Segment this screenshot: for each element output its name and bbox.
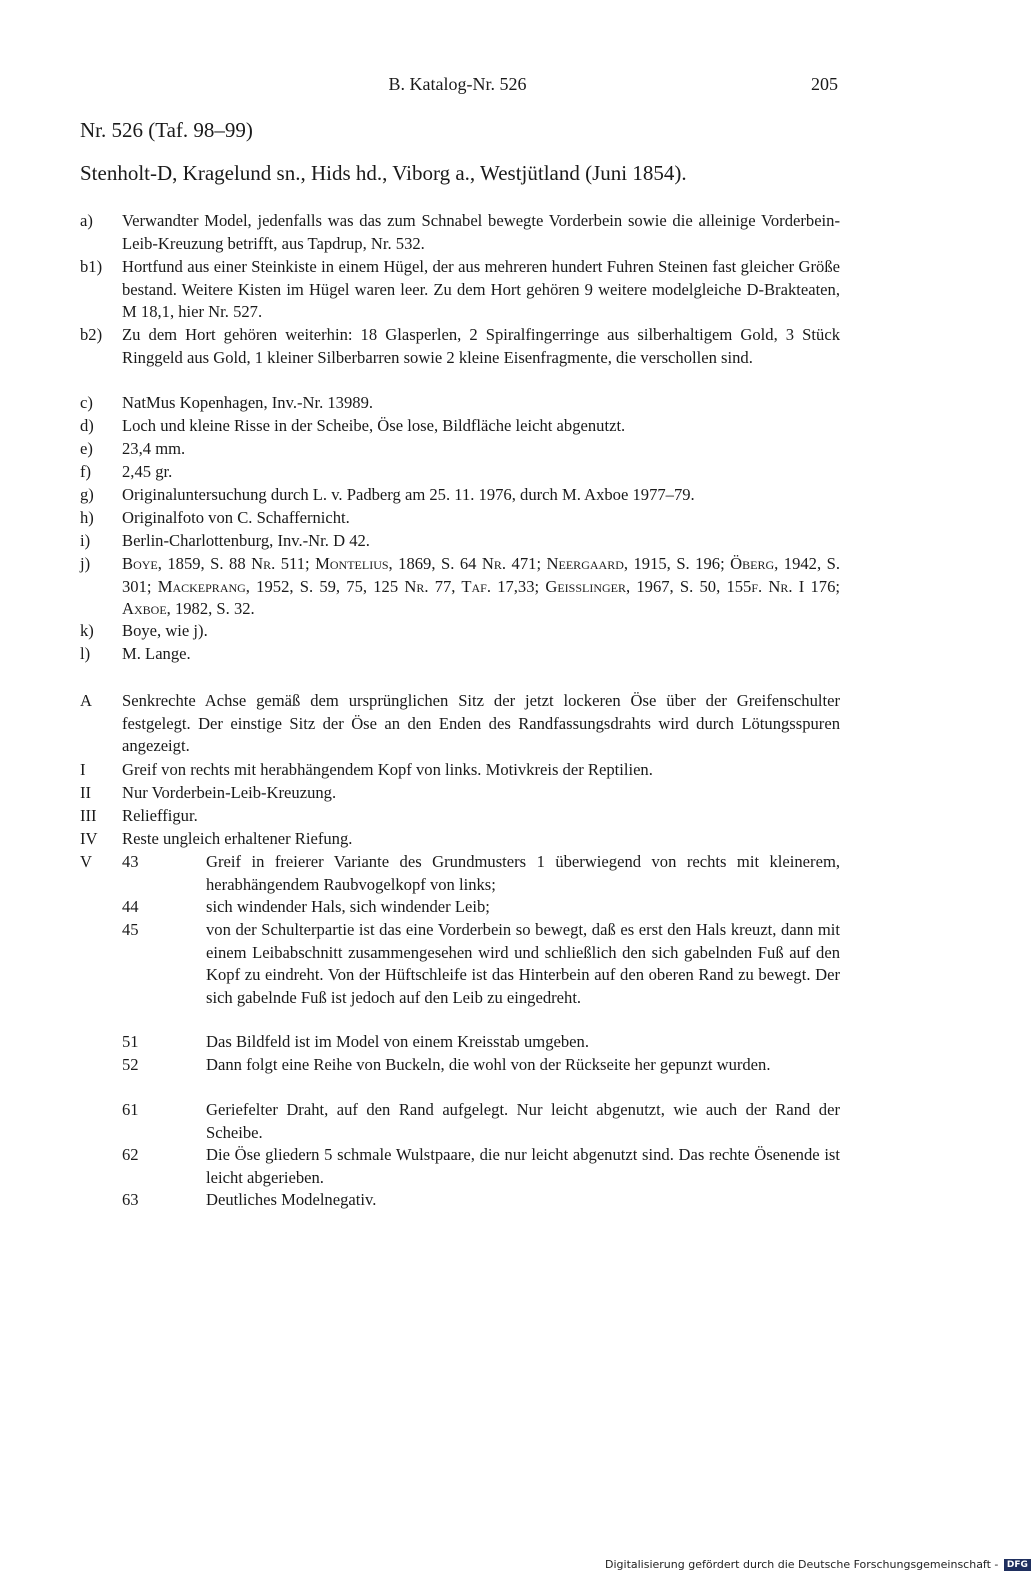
description-label: I: [80, 760, 86, 779]
item-text: Originalfoto von C. Schaffernicht.: [122, 508, 350, 527]
section-v-label: V: [80, 852, 92, 871]
item-label: l): [80, 644, 91, 663]
section-v-entry: [80, 1144, 840, 1189]
motif-code: 45: [122, 920, 139, 939]
description-label: II: [80, 783, 92, 802]
section-v-entry: [80, 1031, 840, 1054]
motif-code: 62: [122, 1145, 139, 1164]
catalog-item: [80, 256, 840, 324]
item-label: k): [80, 621, 94, 640]
description-item: [80, 828, 840, 851]
description-item: [80, 759, 840, 782]
entry-site: Stenholt-D, Kragelund sn., Hids hd., Viborg a., Westjütland (Juni 1854).: [80, 161, 687, 185]
motif-code: 44: [122, 897, 139, 916]
motif-text: von der Schulterpartie ist das eine Vorderbein so bewegt, daß es erst den Hals kreuzt, dann mit einem Leibabschnitt zusammengesehen wird und schließlich den sich gabelnden Fuß auf den Kopf zu eindreht. Von der Hüftschleife ist das Hinterbein auf den oberen Rand zu bewegt. Der sich gabelnde Fuß ist jedoch auf den Leib zu eingedreht.: [206, 920, 840, 1007]
item-text: 2,45 gr.: [122, 462, 173, 481]
motif-text: Die Öse gliedern 5 schmale Wulstpaare, die nur leicht abgenutzt sind. Das rechte Ösenende ist leicht abgerieben.: [206, 1145, 840, 1187]
catalog-item: [80, 392, 840, 415]
item-text: Verwandter Model, jedenfalls was das zum Schnabel bewegte Vorderbein sowie die alleinige Vorderbein-Leib-Kreuzung betrifft, aus Tapdrup, Nr. 532.: [122, 211, 840, 253]
item-text: Loch und kleine Risse in der Scheibe, Öse lose, Bildfläche leicht abgenutzt.: [122, 416, 626, 435]
motif-text: Das Bildfeld ist im Model von einem Kreisstab umgeben.: [206, 1032, 589, 1051]
description-text: Relieffigur.: [122, 806, 198, 825]
running-header: B. Katalog-Nr. 526: [388, 74, 527, 94]
description-item: [80, 805, 840, 828]
catalog-item: [80, 415, 840, 438]
catalog-item-bibliography: [80, 553, 840, 621]
item-text: Hortfund aus einer Steinkiste in einem Hügel, der aus mehreren hundert Fuhren Steinen fast gleicher Größe bestand. Weitere Kisten im Hügel waren leer. Zu dem Hort gehören 9 weitere modelgleiche D-Brakteaten, M 18,1, hier Nr. 527.: [122, 257, 840, 321]
description-item: [80, 690, 840, 758]
catalog-item: [80, 530, 840, 553]
item-label: b2): [80, 325, 103, 344]
description-text: Senkrechte Achse gemäß dem ursprünglichen Sitz der jetzt lockeren Öse über der Greifenschulter festgelegt. Der einstige Sitz der Öse an den Enden des Randfassungsdrahts wird durch Lötungsspuren angezeigt.: [122, 691, 840, 755]
entry-title: Nr. 526 (Taf. 98–99): [80, 118, 253, 142]
motif-code: 63: [122, 1190, 139, 1209]
motif-text: Dann folgt eine Reihe von Buckeln, die wohl von der Rückseite her gepunzt wurden.: [206, 1055, 771, 1074]
item-text: M. Lange.: [122, 644, 191, 663]
item-label: f): [80, 462, 92, 481]
section-v-entry: [80, 1099, 840, 1144]
item-label: j): [80, 554, 91, 573]
description-label: IV: [80, 829, 98, 848]
motif-text: Deutliches Modelnegativ.: [206, 1190, 377, 1209]
item-label: d): [80, 416, 94, 435]
catalog-item: [80, 324, 840, 369]
item-label: i): [80, 531, 91, 550]
motif-code: 52: [122, 1055, 139, 1074]
item-label: a): [80, 211, 93, 230]
item-label: c): [80, 393, 93, 412]
page-number: 205: [811, 74, 838, 94]
motif-code: 43: [122, 852, 139, 871]
section-v-entry: [80, 896, 840, 919]
motif-text: Geriefelter Draht, auf den Rand aufgelegt. Nur leicht abgenutzt, wie auch der Rand der Scheibe.: [206, 1100, 840, 1142]
catalog-item: [80, 484, 840, 507]
description-text: Greif von rechts mit herabhängendem Kopf von links. Motivkreis der Reptilien.: [122, 760, 653, 779]
section-v-entry: [80, 851, 840, 896]
section-v-entry: [80, 1189, 840, 1212]
motif-code: 51: [122, 1032, 139, 1051]
item-text: Zu dem Hort gehören weiterhin: 18 Glasperlen, 2 Spiralfingerringe aus silberhaltigem Gold, 3 Stück Ringgeld aus Gold, 1 kleiner Silberbarren sowie 2 kleine Eisenfragmente, die verschollen sind.: [122, 325, 840, 367]
catalog-item: [80, 461, 840, 484]
item-label: g): [80, 485, 94, 504]
item-label: b1): [80, 257, 103, 276]
catalog-item: [80, 620, 840, 643]
dfg-logo: DFG: [1004, 1559, 1031, 1571]
digitization-footer: [605, 1558, 1031, 1571]
item-text: NatMus Kopenhagen, Inv.-Nr. 13989.: [122, 393, 374, 412]
footer-text: Digitalisierung gefördert durch die Deutsche Forschungsgemeinschaft -: [605, 1558, 999, 1571]
catalog-item: [80, 643, 840, 666]
catalog-item: [80, 438, 840, 461]
section-v-entry: [80, 919, 840, 1009]
description-item: [80, 782, 840, 805]
item-text: Boye, 1859, S. 88 Nr. 511; Montelius, 1869, S. 64 Nr. 471; Neergaard, 1915, S. 196; Öberg, 1942, S. 301; Mackeprang, 1952, S. 59, 75, 125 Nr. 77, Taf. 17,33; Geisslinger, 1967, S. 50, 155f. Nr. I 176; Axboe, 1982, S. 32.: [122, 554, 840, 618]
item-label: e): [80, 439, 93, 458]
item-text: Boye, wie j).: [122, 621, 208, 640]
motif-text: sich windender Hals, sich windender Leib;: [206, 897, 490, 916]
catalog-item: [80, 507, 840, 530]
catalog-item: [80, 210, 840, 255]
item-text: Originaluntersuchung durch L. v. Padberg am 25. 11. 1976, durch M. Axboe 1977–79.: [122, 485, 695, 504]
item-text: 23,4 mm.: [122, 439, 186, 458]
section-v-entry: [80, 1054, 840, 1077]
motif-code: 61: [122, 1100, 139, 1119]
description-label: A: [80, 691, 92, 710]
description-text: Reste ungleich erhaltener Riefung.: [122, 829, 353, 848]
description-text: Nur Vorderbein-Leib-Kreuzung.: [122, 783, 337, 802]
motif-text: Greif in freierer Variante des Grundmusters 1 überwiegend von rechts mit kleinerem, herabhängendem Raubvogelkopf von links;: [206, 852, 840, 894]
item-text: Berlin-Charlottenburg, Inv.-Nr. D 42.: [122, 531, 370, 550]
item-label: h): [80, 508, 94, 527]
description-label: III: [80, 806, 97, 825]
